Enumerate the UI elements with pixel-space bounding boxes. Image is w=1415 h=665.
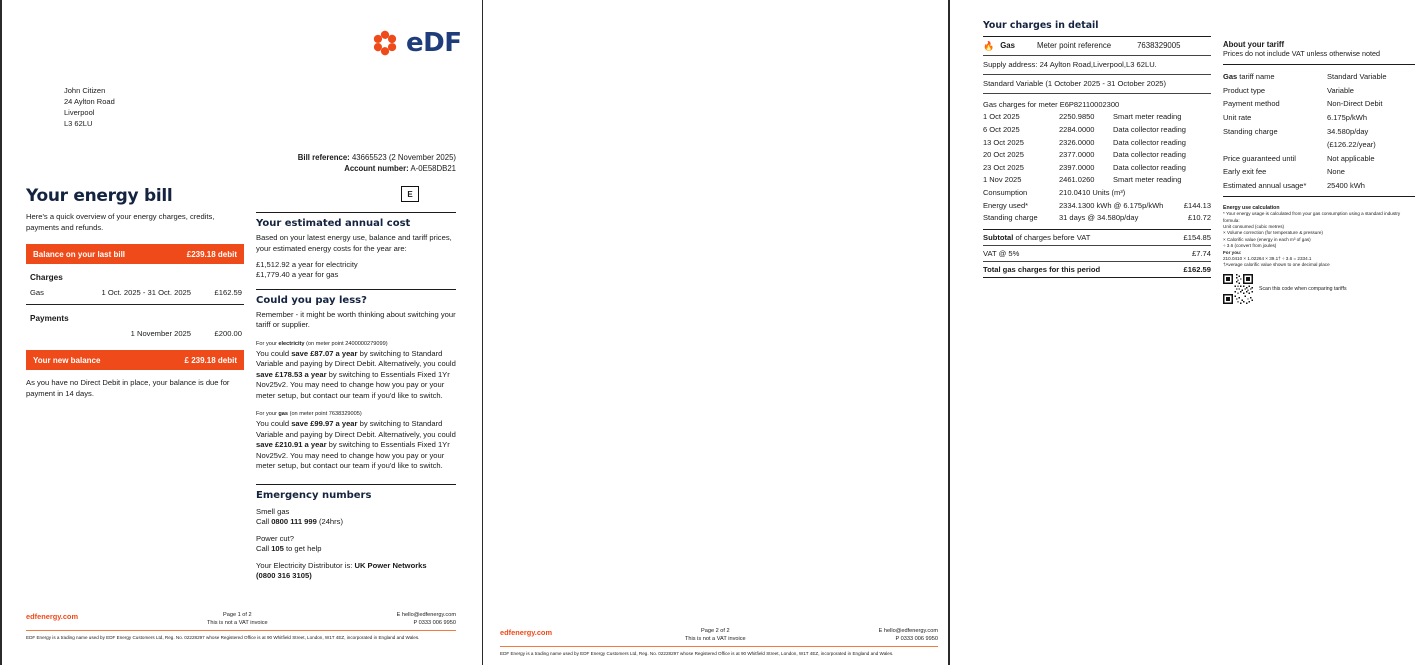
smell-gas-hours: (24hrs) bbox=[316, 517, 343, 527]
edf-sunburst-icon bbox=[368, 26, 402, 60]
table-row bbox=[983, 149, 1211, 162]
pay-less-intro: Remember - it might be worth thinking about switching your tariff or supplier. bbox=[256, 309, 456, 330]
supply-address: Supply address: 24 Aylton Road,Liverpool,L3 62LU. bbox=[983, 60, 1157, 70]
payment-amount: £200.00 bbox=[214, 329, 242, 339]
annual-electricity-cost: £1,512.92 a year for electricity bbox=[256, 259, 358, 269]
last-balance-label: Balance on your last bill bbox=[33, 249, 126, 259]
elec-save-amount-2: save £178.53 a year bbox=[256, 369, 327, 379]
gas-save-tail: by switching to Essentials Fixed 1Yr Nov25v2. You may need to change how you pay or your meter setup, but contact our team if you'd like to switch. bbox=[256, 440, 450, 471]
gas-save-mid: by switching to Standard Variable and paying by Direct Debit. Alternatively, you could bbox=[256, 419, 456, 439]
charges-detail-heading: Your charges in detail bbox=[983, 20, 1099, 31]
footer-contact bbox=[397, 612, 456, 627]
footer-page-info bbox=[552, 628, 879, 643]
power-cut-label: Power cut? bbox=[256, 533, 294, 543]
reading-type: Smart meter reading bbox=[1113, 112, 1182, 122]
reading-type: Data collector reading bbox=[1113, 137, 1186, 147]
table-row bbox=[983, 111, 1211, 124]
gas-save-amount-1: save £99.97 a year bbox=[291, 419, 358, 429]
reading-value: 2461.0260 bbox=[1059, 175, 1095, 185]
footer-top-row bbox=[500, 628, 938, 646]
tariff-subheading: Prices do not include VAT unless otherwise noted bbox=[1223, 49, 1381, 58]
bill-reference-block bbox=[200, 152, 456, 174]
footer-top-row bbox=[26, 612, 456, 630]
tariff-key: Product type bbox=[1223, 85, 1266, 95]
edf-wordmark: eDF bbox=[406, 28, 462, 58]
customer-line1: 24 Aylton Road bbox=[64, 97, 115, 106]
total-amount-text: £162.59 bbox=[1183, 264, 1211, 274]
last-balance-value: £239.18 debit bbox=[186, 249, 237, 259]
divider bbox=[1223, 64, 1415, 65]
vat-label: VAT @ 5% bbox=[983, 248, 1020, 258]
last-balance-bar bbox=[26, 244, 244, 264]
table-row bbox=[983, 137, 1211, 150]
standing-charge-value: 31 days @ 34.580p/day bbox=[1059, 213, 1139, 223]
elec-meter-point: (on meter point 2400000279099) bbox=[304, 340, 388, 347]
smell-gas-line bbox=[256, 517, 456, 527]
total-label bbox=[983, 263, 1167, 277]
consumption-row bbox=[983, 187, 1211, 200]
emergency-numbers-heading: Emergency numbers bbox=[256, 489, 372, 501]
smell-gas-call-word: Call bbox=[256, 517, 272, 527]
summary-column bbox=[26, 186, 244, 399]
standing-charge-label: Standing charge bbox=[983, 213, 1038, 223]
footer-website-link[interactable]: edfenergy.com bbox=[26, 612, 79, 621]
table-row bbox=[1223, 111, 1415, 125]
subtotal-rest: of charges before VAT bbox=[1013, 232, 1091, 242]
footer-legal-text: EDF Energy is a trading name used by EDF Energy Customers Ltd, Reg. No. 02228297 whose Registered Office is at 90 Whitfield Street, London, W1T 4EZ, incorporated in England and Wales. bbox=[26, 635, 420, 641]
qr-code-caption: Scan this code when comparing tariffs bbox=[1259, 285, 1347, 292]
consumption-label: Consumption bbox=[983, 188, 1028, 198]
bill-page-1 bbox=[0, 0, 482, 665]
page-title: Your energy bill bbox=[26, 186, 173, 206]
charge-amount: £162.59 bbox=[214, 288, 242, 297]
tariff-value: Variable bbox=[1327, 85, 1354, 95]
tariff-key: Payment method bbox=[1223, 99, 1280, 109]
gas-prefix: For your bbox=[256, 411, 279, 418]
details-column bbox=[256, 212, 456, 581]
subtotal-amount: £154.85 bbox=[1183, 232, 1211, 242]
footer-email: E hello@edfenergy.com bbox=[878, 628, 938, 634]
subtotal-label bbox=[983, 231, 1167, 245]
payment-date: 1 November 2025 bbox=[130, 329, 191, 339]
subtotal-bold: Subtotal bbox=[983, 232, 1014, 242]
tariff-value: None bbox=[1327, 167, 1345, 177]
tariff-heading: About your tariff bbox=[1223, 40, 1285, 49]
edf-logo bbox=[368, 26, 461, 60]
gas-savings-text bbox=[256, 419, 456, 472]
reading-value: 2326.0000 bbox=[1059, 137, 1095, 147]
tariff-value: Non-Direct Debit bbox=[1327, 99, 1383, 109]
tariff-key-bold: Gas bbox=[1223, 72, 1238, 82]
footer-phone: P 0333 006 9950 bbox=[413, 619, 456, 626]
power-cut-tail: to get help bbox=[283, 544, 322, 554]
footer-legal-text: EDF Energy is a trading name used by EDF Energy Customers Ltd, Reg. No. 02228297 whose Registered Office is at 90 Whitfield Street, London, W1T 4EZ, incorporated in England and Wales. bbox=[500, 651, 894, 657]
table-row bbox=[983, 162, 1211, 175]
distributor-line bbox=[256, 561, 456, 571]
distributor-label: Your Electricity Distributor is: bbox=[256, 560, 355, 570]
calc-line: × Volume correction (for temperature & pressure) bbox=[1223, 230, 1323, 236]
power-cut-block bbox=[256, 534, 456, 555]
table-row bbox=[1223, 179, 1415, 193]
calc-line: Unit consumed (cubic metres) bbox=[1223, 223, 1285, 229]
tariff-value: Standard Variable bbox=[1327, 72, 1387, 82]
vat-row bbox=[983, 246, 1211, 261]
tariff-period: Standard Variable (1 October 2025 - 31 October 2025) bbox=[983, 78, 1167, 88]
table-row bbox=[1223, 97, 1415, 111]
reading-date: 1 Oct 2025 bbox=[983, 112, 1020, 122]
about-your-tariff-section bbox=[1223, 40, 1415, 304]
annual-gas-cost: £1,779.40 a year for gas bbox=[256, 270, 339, 280]
tariff-comparison-qr-code[interactable] bbox=[1223, 274, 1253, 304]
charges-detail-section bbox=[983, 20, 1211, 278]
table-row bbox=[983, 174, 1211, 187]
table-row bbox=[26, 328, 244, 342]
pay-less-heading: Could you pay less? bbox=[256, 294, 367, 306]
total-amount bbox=[1167, 263, 1211, 277]
reading-date: 23 Oct 2025 bbox=[983, 162, 1024, 172]
fuel-header-row bbox=[983, 37, 1211, 55]
footer-contact bbox=[879, 628, 938, 643]
reading-type: Data collector reading bbox=[1113, 125, 1186, 135]
page-edge bbox=[948, 0, 950, 665]
meter-readings-table bbox=[983, 94, 1211, 225]
tariff-value: Not applicable bbox=[1327, 153, 1375, 163]
power-cut-phone: 105 bbox=[271, 544, 284, 554]
account-number-label: Account number: bbox=[344, 164, 409, 173]
meter-point-value: 7638329005 bbox=[1137, 41, 1181, 51]
tariff-key-rest: tariff name bbox=[1237, 72, 1275, 82]
distributor-phone bbox=[256, 571, 456, 581]
calc-for-you-label: For you: bbox=[1223, 249, 1242, 255]
annual-cost-intro: Based on your latest energy use, balance and tariff prices, your estimated energy costs for the year are: bbox=[256, 233, 452, 253]
elec-fuel-word: electricity bbox=[278, 340, 305, 347]
total-row bbox=[983, 262, 1211, 277]
customer-city: Liverpool bbox=[64, 108, 95, 117]
smell-gas-block bbox=[256, 507, 456, 528]
payment-due-note: As you have no Direct Debit in place, your balance is due for payment in 14 days. bbox=[26, 378, 230, 398]
new-balance-bar bbox=[26, 350, 244, 370]
calc-line: × Calorific value (energy in each m³ of gas) bbox=[1223, 236, 1311, 242]
tariff-key: Early exit fee bbox=[1223, 167, 1267, 177]
fuel-name: Gas bbox=[1000, 41, 1015, 51]
divider bbox=[256, 289, 456, 290]
table-row bbox=[1223, 125, 1415, 152]
reading-value: 2250.9850 bbox=[1059, 112, 1095, 122]
customer-address bbox=[64, 85, 115, 129]
tariff-value: 34.580p/day (£126.22/year) bbox=[1327, 126, 1376, 150]
elec-save-mid: by switching to Standard Variable and paying by Direct Debit. Alternatively, you could bbox=[256, 348, 456, 369]
consumption-value: 210.0410 Units (m³) bbox=[1059, 188, 1126, 198]
calc-line: ÷ 3.6 (convert from joules) bbox=[1223, 243, 1277, 249]
meter-heading: Gas charges for meter E6P82110002300 bbox=[983, 99, 1120, 109]
reading-type: Data collector reading bbox=[1113, 162, 1186, 172]
reading-date: 13 Oct 2025 bbox=[983, 137, 1024, 147]
bill-reference-value: 43665523 (2 November 2025) bbox=[351, 153, 456, 162]
standing-charge-amount: £10.72 bbox=[1188, 213, 1211, 223]
divider bbox=[256, 484, 456, 485]
payments-heading: Payments bbox=[30, 314, 69, 324]
energy-used-row bbox=[983, 200, 1211, 213]
elec-prefix: For your bbox=[256, 340, 279, 347]
customer-postcode: L3 62LU bbox=[64, 119, 93, 128]
distributor-name: UK Power Networks bbox=[354, 560, 427, 570]
footer-vat-notice: This is not a VAT invoice bbox=[685, 635, 746, 642]
tariff-value: 6.175p/kWh bbox=[1327, 112, 1368, 122]
vat-amount: £7.74 bbox=[1191, 248, 1211, 258]
table-row bbox=[1223, 84, 1415, 98]
energy-used-value: 2334.1300 kWh @ 6.175p/kWh bbox=[1059, 200, 1164, 210]
bill-reference-label: Bill reference: bbox=[297, 153, 350, 162]
tariff-key bbox=[1223, 70, 1327, 84]
reading-value: 2397.0000 bbox=[1059, 162, 1095, 172]
electricity-meter-point-line bbox=[256, 340, 456, 348]
power-cut-line bbox=[256, 544, 456, 554]
page-edge bbox=[0, 0, 2, 665]
reading-date: 1 Nov 2025 bbox=[983, 175, 1022, 185]
tariff-key: Standing charge bbox=[1223, 126, 1278, 136]
reading-value: 2377.0000 bbox=[1059, 150, 1095, 160]
charge-label: Gas bbox=[30, 288, 44, 297]
energy-used-label: Energy used* bbox=[983, 200, 1029, 210]
charges-heading: Charges bbox=[30, 273, 63, 282]
divider bbox=[256, 212, 456, 213]
footer-page-number: Page 2 of 2 bbox=[701, 628, 730, 634]
distributor-phone-number: (0800 316 3105) bbox=[256, 570, 312, 580]
meter-heading-row bbox=[983, 99, 1211, 112]
elec-save-lead: You could bbox=[256, 348, 292, 358]
calc-line: * Your energy usage is calculated from your gas consumption using a standard industry formula: bbox=[1223, 211, 1401, 223]
smell-gas-label: Smell gas bbox=[256, 506, 290, 516]
qr-code-block bbox=[1223, 274, 1415, 304]
new-balance-label: Your new balance bbox=[33, 355, 101, 365]
divider bbox=[983, 277, 1211, 278]
account-number-value: A-0E58DB21 bbox=[410, 164, 456, 173]
table-row bbox=[1223, 165, 1415, 179]
gas-save-amount-2: save £210.91 a year bbox=[256, 440, 327, 450]
tariff-key: Unit rate bbox=[1223, 112, 1252, 122]
power-cut-call-word: Call bbox=[256, 544, 272, 554]
footer-website-link[interactable]: edfenergy.com bbox=[500, 628, 553, 637]
calc-formula: 210.0410 × 1.02264 × 39.1† ÷ 3.6 = 2334.1 bbox=[1223, 255, 1312, 261]
distributor-block bbox=[256, 561, 456, 582]
footer-phone: P 0333 006 9950 bbox=[895, 635, 938, 642]
meter-point-label: Meter point reference bbox=[1036, 41, 1112, 51]
gas-meter-point-line bbox=[256, 410, 456, 418]
divider bbox=[1223, 196, 1415, 197]
reading-type: Data collector reading bbox=[1113, 150, 1186, 160]
gas-meter-point: (on meter point 7638329005) bbox=[288, 411, 362, 418]
annual-cost-heading: Your estimated annual cost bbox=[256, 218, 411, 230]
standing-charge-row bbox=[983, 212, 1211, 225]
energy-used-amount: £144.13 bbox=[1183, 200, 1211, 210]
reading-type: Smart meter reading bbox=[1113, 175, 1182, 185]
elec-save-amount-1: save £87.07 a year bbox=[291, 348, 358, 358]
subtotal-row bbox=[983, 230, 1211, 245]
gas-flame-icon: 🔥 bbox=[983, 41, 995, 52]
bill-reference-row bbox=[200, 152, 456, 163]
smell-gas-phone: 0800 111 999 bbox=[271, 517, 317, 527]
elec-save-tail: by switching to Essentials Fixed 1Yr Nov25v2. You may need to change how you pay or your meter setup, but contact our team if you'd like to switch. bbox=[256, 369, 450, 400]
new-balance-value: £ 239.18 debit bbox=[184, 355, 237, 365]
footer-vat-notice: This is not a VAT invoice bbox=[207, 619, 268, 626]
footer-page-1 bbox=[26, 612, 456, 641]
calc-footnote: †Average calorific value shown to one decimal place bbox=[1223, 262, 1330, 268]
footer-email: E hello@edfenergy.com bbox=[396, 612, 456, 618]
table-row bbox=[1223, 152, 1415, 166]
reading-date: 20 Oct 2025 bbox=[983, 150, 1024, 160]
calc-heading: Energy use calculation bbox=[1223, 204, 1280, 211]
gas-save-lead: You could bbox=[256, 419, 292, 429]
reading-date: 6 Oct 2025 bbox=[983, 125, 1020, 135]
customer-name: John Citizen bbox=[64, 86, 106, 95]
charge-period: 1 Oct. 2025 - 31 Oct. 2025 bbox=[101, 288, 191, 297]
divider bbox=[26, 304, 244, 305]
summary-lede: Here's a quick overview of your energy charges, credits, payments and refunds. bbox=[26, 212, 215, 232]
footer-page-number: Page 1 of 2 bbox=[223, 612, 252, 618]
footer-page-2 bbox=[500, 628, 938, 657]
gas-fuel-word: gas bbox=[278, 411, 289, 418]
envelope-stamp-letter: E bbox=[407, 189, 413, 199]
tariff-key: Estimated annual usage* bbox=[1223, 180, 1307, 190]
reading-value: 2284.0000 bbox=[1059, 125, 1095, 135]
electricity-savings-text bbox=[256, 349, 456, 402]
tariff-value: 25400 kWh bbox=[1327, 180, 1365, 190]
energy-use-calculation bbox=[1223, 205, 1415, 269]
account-number-row bbox=[200, 163, 456, 174]
table-row bbox=[26, 287, 244, 301]
table-row bbox=[1223, 70, 1415, 84]
footer-page-info bbox=[78, 612, 397, 627]
bill-page-2 bbox=[483, 0, 1401, 665]
total-label-text: Total gas charges for this period bbox=[983, 264, 1101, 274]
table-row bbox=[983, 124, 1211, 137]
tariff-key: Price guaranteed until bbox=[1223, 153, 1296, 163]
envelope-stamp-box bbox=[401, 186, 419, 202]
